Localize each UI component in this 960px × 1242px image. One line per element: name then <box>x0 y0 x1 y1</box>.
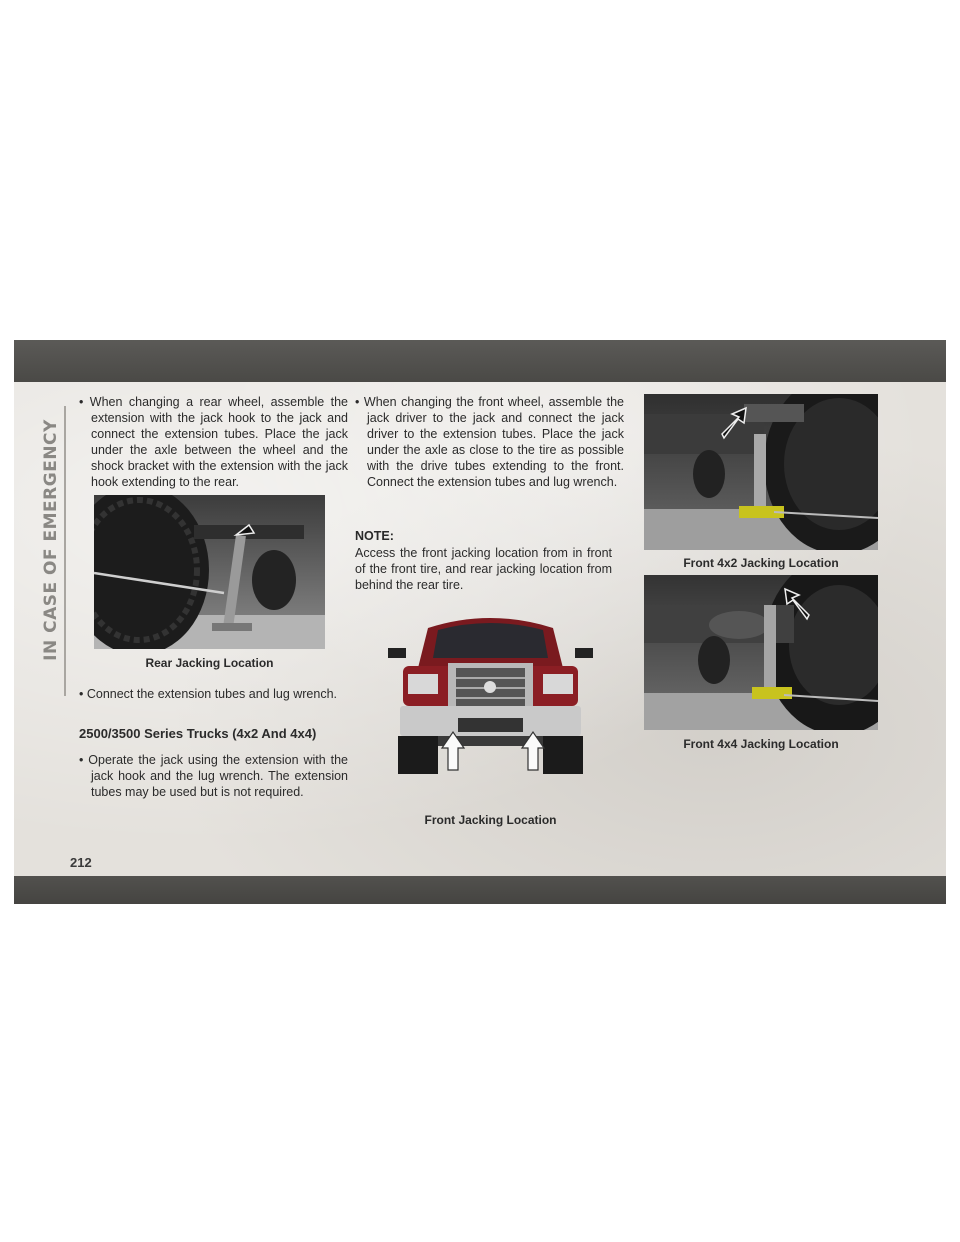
series-heading: 2500/3500 Series Trucks (4x2 And 4x4) <box>79 726 317 741</box>
connect-tubes-instruction: • Connect the extension tubes and lug wrench. <box>79 687 338 701</box>
rear-jacking-photo <box>94 495 325 649</box>
operate-jack-instruction: • Operate the jack using the extension with the jack hook and the lug wrench. The extension tubes may be used but is not required. <box>79 753 348 799</box>
front-wheel-instruction: • When changing the front wheel, assemble the jack driver to the jack and connect the jack driver to the extension tubes. Place the jack under the axle as close to the tire as possible with the drive tubes extending to the front. Connect the extension tubes and lug wrench. <box>355 395 624 489</box>
note-text: Access the front jacking location from in front of the front tire, and rear jacking location from behind the rear tire. <box>355 546 612 592</box>
note-title: NOTE: <box>355 529 394 543</box>
front-jacking-caption: Front Jacking Location <box>424 813 557 827</box>
front-4x2-photo <box>644 394 878 550</box>
front-4x4-photo <box>644 575 878 730</box>
front-truck-photo <box>378 608 603 778</box>
front-4x4-caption: Front 4x4 Jacking Location <box>683 737 839 751</box>
top-band <box>14 340 946 382</box>
rear-wheel-instruction: • When changing a rear wheel, assemble the extension with the jack hook to the jack and connect the extension tubes. Place the jack under the axle between the wheel and the shock bracket with the extension with the jack hook extending to the rear. <box>79 395 348 489</box>
rear-jacking-caption: Rear Jacking Location <box>145 656 274 670</box>
bottom-band <box>14 876 946 904</box>
section-divider <box>64 406 66 696</box>
manual-page <box>14 340 946 904</box>
front-4x2-caption: Front 4x2 Jacking Location <box>683 556 839 570</box>
section-label: IN CASE OF EMERGENCY <box>41 419 61 661</box>
page-number: 212 <box>70 855 92 870</box>
